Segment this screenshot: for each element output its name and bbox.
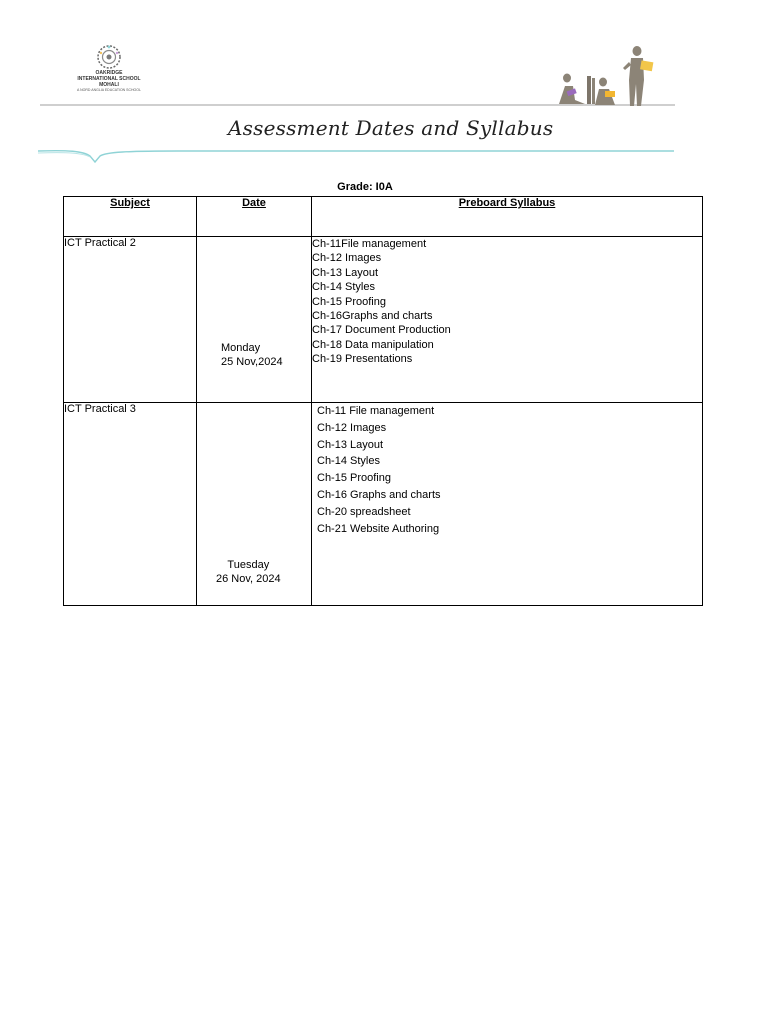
subject-name: ICT Practical 2 (64, 237, 136, 249)
list-item: Ch-15 Proofing (317, 472, 391, 485)
assessment-table (63, 196, 703, 606)
date-cell (197, 237, 312, 403)
list-item: Ch-13 Layout (312, 266, 379, 279)
exam-day: Monday (221, 342, 261, 354)
list-item: Ch-16 Graphs and charts (317, 488, 441, 501)
syllabus-cell (312, 237, 703, 403)
list-item: Ch-14 Styles (312, 281, 375, 294)
school-name-line1: OAKRIDGE (95, 70, 123, 76)
grade-label: Grade: I0A (337, 181, 393, 193)
syllabus-cell (312, 403, 703, 606)
subject-cell (64, 403, 197, 606)
decorative-wave-icon (38, 142, 674, 166)
page-header (0, 0, 768, 175)
school-tagline: A NORD ANGLIA EDUCATION SCHOOL (77, 88, 141, 92)
table-row (64, 237, 703, 403)
list-item: Ch-20 spreadsheet (317, 505, 411, 518)
exam-date: 26 Nov, 2024 (216, 573, 281, 585)
list-item: Ch-14 Styles (317, 455, 380, 468)
school-emblem-icon (96, 44, 122, 70)
list-item: Ch-16Graphs and charts (312, 310, 433, 323)
list-item: Ch-11File management (312, 238, 427, 250)
list-item: Ch-13 Layout (317, 438, 384, 451)
list-item: Ch-11 File management (317, 405, 435, 417)
exam-date: 25 Nov,2024 (221, 356, 283, 368)
list-item: Ch-15 Proofing (312, 295, 386, 308)
list-item: Ch-19 Presentations (312, 353, 413, 366)
exam-day: Tuesday (227, 559, 270, 571)
date-block (221, 341, 283, 369)
date-block (216, 558, 281, 586)
school-name-line2: INTERNATIONAL SCHOOL (77, 76, 141, 82)
list-item: Ch-17 Document Production (312, 324, 451, 337)
header-date: Date (197, 197, 312, 237)
school-logo (68, 44, 150, 93)
page-title: Assessment Dates and Syllabus (228, 116, 554, 140)
list-item: Ch-12 Images (317, 421, 387, 434)
list-item: Ch-12 Images (312, 252, 382, 265)
list-item: Ch-21 Website Authoring (317, 522, 440, 535)
list-item: Ch-18 Data manipulation (312, 338, 434, 351)
students-illustration-icon (545, 42, 665, 108)
table-row (64, 403, 703, 606)
date-cell (197, 403, 312, 606)
table-header-row (64, 197, 703, 237)
subject-cell (64, 237, 197, 403)
school-name-line3: MOHALI (99, 82, 119, 88)
header-subject: Subject (64, 197, 197, 237)
header-syllabus: Preboard Syllabus (312, 197, 703, 237)
subject-name: ICT Practical 3 (64, 403, 136, 415)
